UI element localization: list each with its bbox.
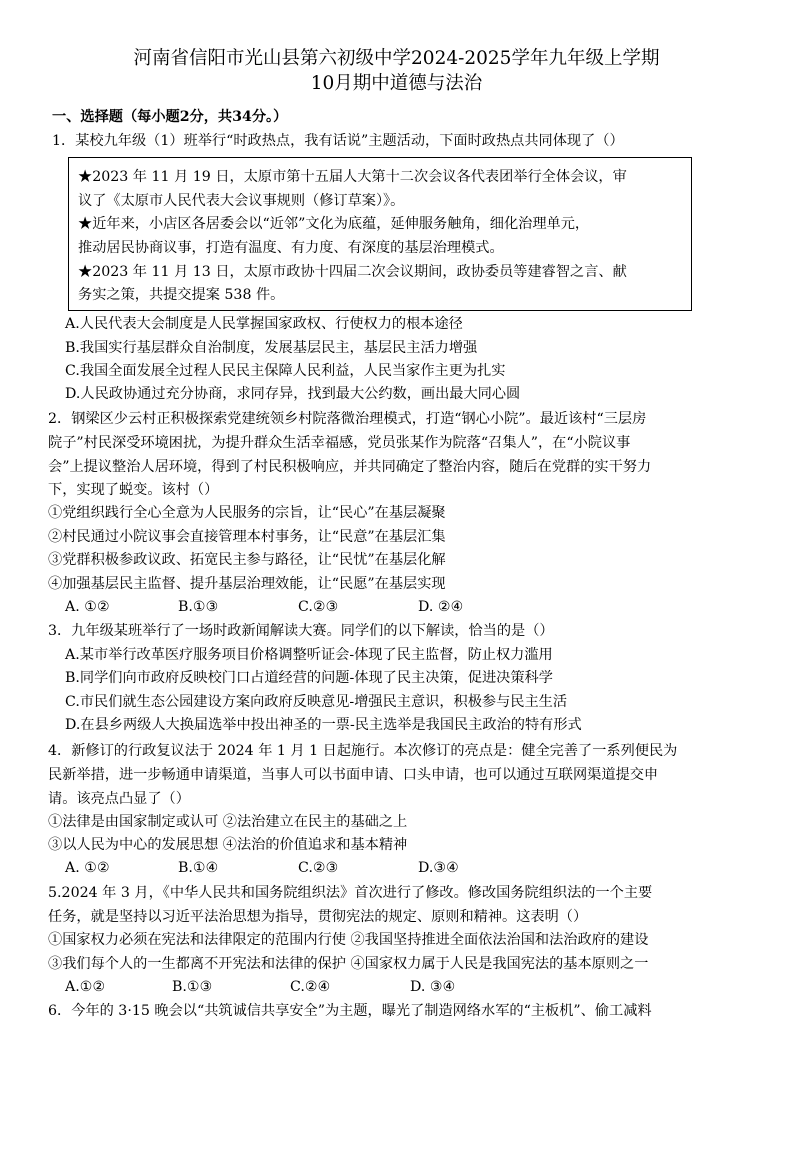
section-heading: 一、选择题（每小题2分，共34分。）: [52, 109, 288, 125]
title-line-2: 10月期中道德与法治: [310, 73, 483, 94]
q1-option-b: B.我国实行基层群众自治制度，发展基层民主，基层民主活力增强: [65, 340, 478, 356]
q4-choice-c: C.②③: [298, 860, 339, 876]
q4-stem-line: 民新举措，进一步畅通申请渠道，当事人可以书面申请、口头申请，也可以通过互联网渠道提交申: [48, 767, 659, 783]
exam-title: [0, 46, 793, 96]
q2-choice-b: B.①③: [178, 599, 219, 615]
q5-choice-c: C.②④: [290, 979, 331, 995]
q3-option-a: A.某市举行改革医疗服务项目价格调整听证会-体现了民主监督，防止权力滥用: [65, 647, 553, 663]
q1-box-line: ★2023 年 11 月 19 日，太原市第十五届人大第十二次会议各代表团举行全体会议，审: [78, 169, 627, 185]
q5-item-row: ①国家权力必须在宪法和法律限定的范围内行使 ②我国坚持推进全面依法治国和法治政府的建设: [48, 932, 649, 948]
q4-choice-b: B.①④: [178, 860, 219, 876]
q5-choice-b: B.①③: [172, 979, 213, 995]
q4-item-row: ③以人民为中心的发展思想 ④法治的价值追求和基本精神: [48, 837, 408, 853]
q2-item: ④加强基层民主监督、提升基层治理效能，让“民愿”在基层实现: [48, 576, 446, 592]
q5-choice-a: A.①②: [65, 979, 106, 995]
q2-choice-a: A. ①②: [65, 599, 110, 615]
q2-stem-line: 2．钢梁区少云村正积极探索党建统领乡村院落微治理模式，打造“钢心小院”。最近该村“三层房: [48, 411, 647, 427]
q2-stem-line: 下，实现了蜕变。该村（）: [48, 482, 219, 498]
q1-box-line: 推动居民协商议事，打造有温度、有力度、有深度的基层治理模式。: [78, 240, 504, 256]
q2-choice-d: D. ②④: [418, 599, 464, 615]
q2-item: ③党群积极参政议政、拓宽民主参与路径，让“民忧”在基层化解: [48, 552, 446, 568]
q5-stem-line: 任务，就是坚持以习近平法治思想为指导，贯彻宪法的规定、原则和精神。这表明（）: [48, 909, 588, 925]
q2-item: ①党组织践行全心全意为人民服务的宗旨，让“民心”在基层凝聚: [48, 505, 446, 521]
q4-choice-d: D.③④: [418, 860, 459, 876]
q5-choice-d: D. ③④: [410, 979, 456, 995]
q4-choice-a: A. ①②: [65, 860, 110, 876]
q5-stem-line: 5.2024 年 3 月，《中华人民共和国务院组织法》首次进行了修改。修改国务院组织法的一个主要: [48, 885, 653, 901]
q1-option-c: C.我国全面发展全过程人民民主保障人民利益，人民当家作主更为扎实: [65, 363, 506, 379]
q6-stem: 6．今年的 3·15 晚会以“共筑诚信共享安全”为主题，曝光了制造网络水军的“主板机”、偷工减料: [48, 1003, 652, 1019]
q4-stem-line: 4．新修订的行政复议法于 2024 年 1 月 1 日起施行。本次修订的亮点是：健全完善了一系列便民为: [48, 743, 678, 759]
q1-box-line: ★2023 年 11 月 13 日，太原市政协十四届二次会议期间，政协委员等建睿智之言、献: [78, 264, 627, 280]
q1-box-line: 务实之策，共提交提案 538 件。: [78, 287, 285, 303]
q4-stem-line: 请。该亮点凸显了（）: [48, 791, 190, 807]
q4-item-row: ①法律是由国家制定或认可 ②法治建立在民主的基础之上: [48, 814, 408, 830]
q3-option-d: D.在县乡两级人大换届选举中投出神圣的一票-民主选举是我国民主政治的特有形式: [65, 717, 582, 733]
q2-stem-line: 院子”村民深受环境困扰，为提升群众生活幸福感，党员张某作为院落“召集人”，在“小院议事: [48, 435, 631, 451]
q3-stem: 3．九年级某班举行了一场时政新闻解读大赛。同学们的以下解读，恰当的是（）: [48, 623, 554, 639]
q1-box-line: 议了《太原市人民代表大会议事规则（修订草案）》。: [78, 193, 405, 209]
q5-item-row: ③我们每个人的一生都离不开宪法和法律的保护 ④国家权力属于人民是我国宪法的基本原则之一: [48, 956, 649, 972]
q1-stem: 1．某校九年级（1）班举行“时政热点，我有话说”主题活动，下面时政热点共同体现了（）: [52, 133, 624, 149]
q1-box-line: ★近年来，小店区各居委会以“近邻”文化为底蕴，延伸服务触角，细化治理单元，: [78, 216, 590, 232]
q1-option-d: D.人民政协通过充分协商，求同存异，找到最大公约数，画出最大同心圆: [65, 386, 521, 402]
title-line-1: 河南省信阳市光山县第六初级中学2024-2025学年九年级上学期: [133, 48, 660, 69]
q2-stem-line: 会”上提议整治人居环境，得到了村民积极响应，并共同确定了整治内容，随后在党群的实干努力: [48, 459, 652, 475]
q3-option-c: C.市民们就生态公园建设方案向政府反映意见-增强民主意识，积极参与民主生活: [65, 694, 568, 710]
q1-option-a: A.人民代表大会制度是人民掌握国家政权、行使权力的根本途径: [65, 316, 463, 332]
q2-choice-c: C.②③: [298, 599, 339, 615]
q3-option-b: B.同学们向市政府反映校门口占道经营的问题-体现了民主决策，促进决策科学: [65, 670, 553, 686]
q2-item: ②村民通过小院议事会直接管理本村事务，让“民意”在基层汇集: [48, 529, 446, 545]
